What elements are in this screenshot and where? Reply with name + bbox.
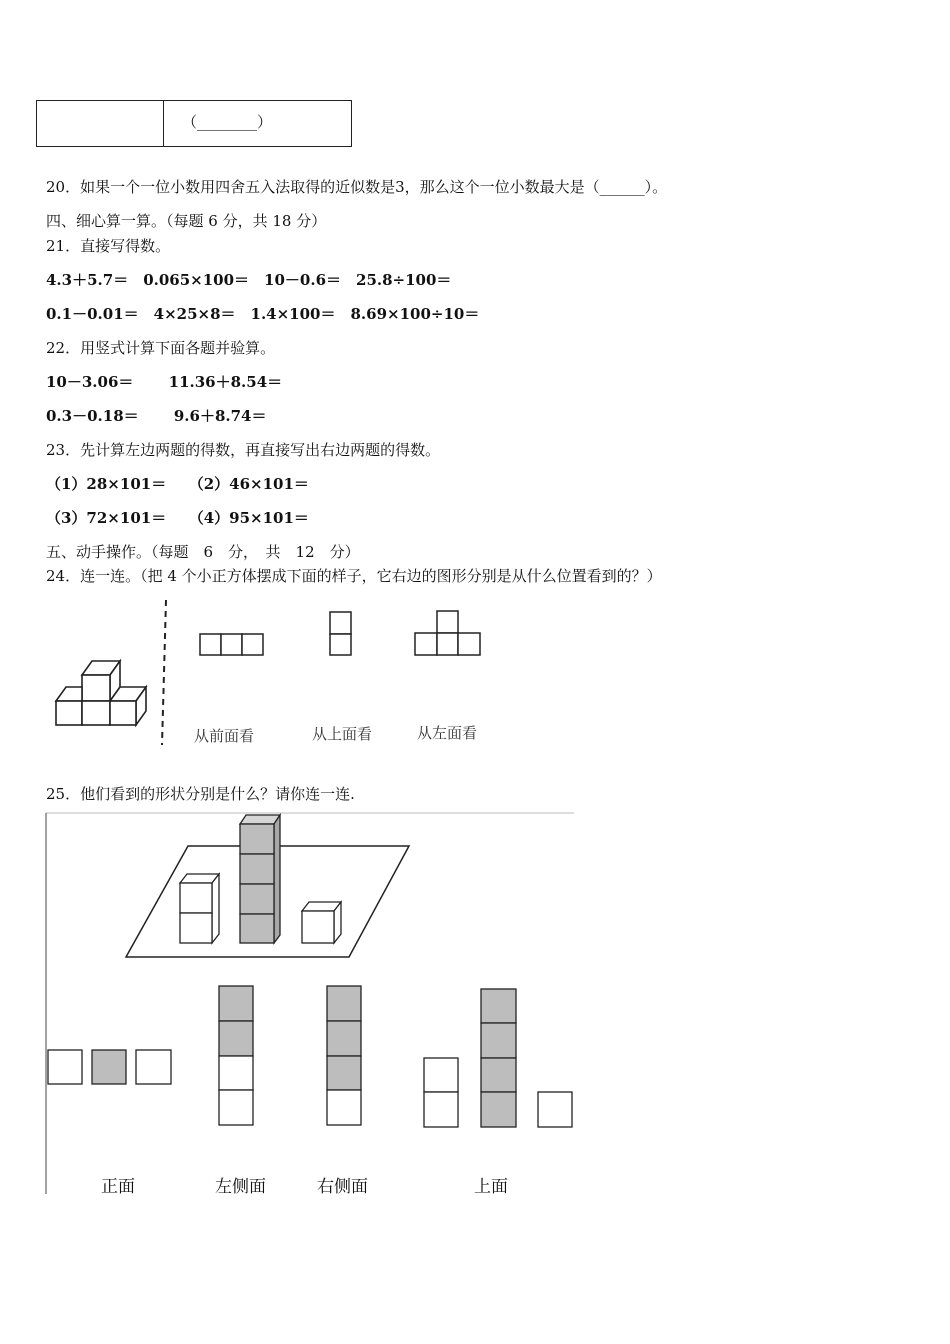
answer-table	[36, 100, 352, 147]
section-4-heading: 四、细心算一算。（每题 6 分，共 18 分）	[46, 212, 327, 230]
question-21-row-2: 0.1－0.01＝ 4×25×8＝ 1.4×100＝ 8.69×100÷10＝	[46, 305, 480, 323]
question-22-title: 22．用竖式计算下面各题并验算。	[46, 339, 276, 357]
question-24-figure	[40, 595, 510, 755]
label-front: 从前面看	[194, 727, 255, 745]
label-left-side: 左侧面	[215, 1177, 266, 1197]
option-stepped	[424, 989, 572, 1127]
option-column-a	[219, 986, 253, 1125]
answer-blank: （________）	[182, 113, 273, 131]
view-column	[330, 612, 351, 655]
table-divider	[163, 101, 164, 146]
label-top: 从上面看	[312, 725, 373, 743]
section-5-heading: 五、动手操作。（每题 6 分， 共 12 分）	[46, 543, 360, 561]
question-22-row-1: 10－3.06＝ 11.36＋8.54＝	[46, 373, 283, 391]
label-top-view: 上面	[474, 1177, 508, 1197]
question-25-figure	[44, 810, 576, 1200]
question-23-row-2: （3）72×101＝ （4）95×101＝	[46, 509, 309, 527]
question-22-row-2: 0.3－0.18＝ 9.6＋8.74＝	[46, 407, 267, 425]
label-right-side: 右侧面	[317, 1177, 368, 1197]
question-25-title: 25．他们看到的形状分别是什么？请你连一连.	[46, 785, 355, 803]
white-two-cube-stack	[180, 874, 219, 943]
view-t-shape	[415, 611, 480, 655]
view-front-row	[200, 634, 263, 655]
label-front-view: 正面	[101, 1177, 135, 1197]
question-21-row-1: 4.3＋5.7＝ 0.065×100＝ 10－0.6＝ 25.8÷100＝	[46, 271, 452, 289]
question-23-title: 23．先计算左边两题的得数，再直接写出右边两题的得数。	[46, 441, 441, 459]
question-23-row-1: （1）28×101＝ （2）46×101＝	[46, 475, 309, 493]
gray-four-cube-stack	[240, 815, 280, 943]
question-21-title: 21．直接写得数。	[46, 237, 171, 255]
dashed-separator	[162, 600, 166, 745]
cube-stack-drawing	[56, 661, 146, 725]
question-24-title: 24．连一连。（把 4 个小正方体摆成下面的样子，它右边的图形分别是从什么位置看到的？）	[46, 567, 662, 585]
option-column-b	[327, 986, 361, 1125]
question-20: 20．如果一个一位小数用四舍五入法取得的近似数是3，那么这个一位小数最大是（______）。	[46, 178, 668, 196]
option-row-three	[48, 1050, 171, 1084]
white-single-cube	[302, 902, 341, 943]
label-left: 从左面看	[417, 724, 478, 742]
